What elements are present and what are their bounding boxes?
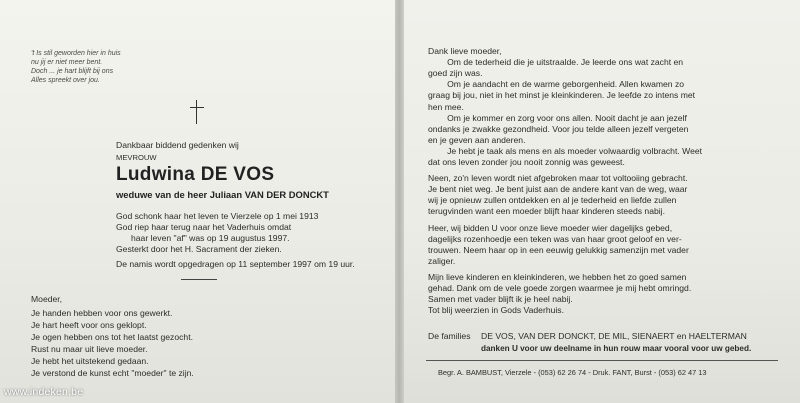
tribute-line: en je geven aan anderen. <box>428 134 526 145</box>
poem-line: Rust nu maar uit lieve moeder. <box>31 344 148 354</box>
divider <box>181 279 217 280</box>
watermark: www.indeken.be <box>4 386 84 398</box>
families-label: De families <box>428 331 471 341</box>
cross-icon <box>190 100 204 124</box>
left-page <box>0 0 395 403</box>
tribute-line: dagelijks rozenhoedje een teken was van haar groot geloof en ver- <box>428 233 682 244</box>
tribute-line: terugvinden want een moeder blijft haar kinderen steeds nabij. <box>428 206 665 217</box>
footer-rule <box>426 360 778 361</box>
tribute-line: goed zijn was. <box>428 68 483 79</box>
tribute-line: ondanks je zwakke gezondheid. Voor jou telde alleen jezelf vergeten <box>428 123 689 134</box>
poem-line: Doch ... je hart blijft bij ons <box>31 68 114 75</box>
tribute-line: hen mee. <box>428 101 464 112</box>
tribute-line: Om de tederheid die je uitstraalde. Je leerde ons wat zacht en <box>428 57 684 68</box>
title-line: MEVROUW <box>116 153 157 162</box>
tribute-line: dat ons leven zonder jou nooit zonnig was geweest. <box>428 157 625 167</box>
tribute-line: graag bij jou, niet in het minst je kleinkinderen. Je leefde zo intens met <box>428 90 696 101</box>
tribute-line: zaliger. <box>428 255 456 266</box>
tribute-line: Heer, wij bidden U voor onze lieve moeder wier dagelijks gebed, <box>428 222 673 233</box>
tribute-line: wij je opnieuw zullen ontdekken en al je tederheid en liefde zullen <box>428 195 677 206</box>
card-fold <box>395 0 404 403</box>
tribute-line: Om je aandacht en de warme geborgenheid. Allen kwamen zo <box>428 79 685 90</box>
mass-line: De namis wordt opgedragen op 11 september 1997 om 19 uur. <box>116 259 355 269</box>
poem-line: Je verstond de kunst echt "moeder" te zijn. <box>31 368 194 378</box>
poem-line: nu jij er niet meer bent. <box>31 59 103 66</box>
bio-line: God riep haar terug naar het Vaderhuis omdat <box>116 222 292 232</box>
poem-line: Je ogen hebben ons tot het laatst gezocht. <box>31 332 193 342</box>
tribute-line: Samen met vader blijft ik je heel nabij. <box>428 294 573 305</box>
tribute-line: Om je kommer en zorg voor ons allen. Nooit dacht je aan jezelf <box>428 112 687 123</box>
tribute-line: Tot blij weerzien in Gods Vaderhuis. <box>428 305 564 316</box>
families-names: DE VOS, VAN DER DONCKT, DE MIL, SIENAERT en HAELTERMAN <box>481 331 747 341</box>
tribute-line: Neen, zo'n leven wordt niet afgebroken maar tot voltooiing gebracht. <box>428 173 688 184</box>
poem-line: 't Is stil geworden hier in huis <box>31 50 121 57</box>
tribute-line: Dank lieve moeder, <box>428 46 502 56</box>
families-thanks: danken U voor uw deelname in hun rouw maar vooral voor uw gebed. <box>481 344 752 353</box>
bio-line: haar leven "af" was op 19 augustus 1997. <box>131 233 290 243</box>
tribute-line: Je bent niet weg. Je bent juist aan de andere kant van de weg, waar <box>428 184 688 195</box>
footer-credits: Begr. A. BAMBUST, Vierzele - (053) 62 26 74 - Druk. FANT, Burst - (053) 62 47 13 <box>438 368 707 377</box>
widow-line: weduwe van de heer Juliaan VAN DER DONCKT <box>116 189 329 200</box>
tribute-line: gehad. Dank om de vele goede zorgen waarmee je mij hebt omringd. <box>428 283 692 293</box>
deceased-name: Ludwina DE VOS <box>116 164 275 185</box>
bio-line: Gesterkt door het H. Sacrament der zieken. <box>116 244 282 254</box>
thanks-line: Dankbaar biddend gedenken wij <box>116 140 239 150</box>
tribute-line: Mijn lieve kinderen en kleinkinderen, we hebben het zo goed samen <box>428 271 687 282</box>
right-page <box>404 0 800 403</box>
poem-line: Moeder, <box>31 294 63 304</box>
tribute-line: trouwen. Neem haar op in een eeuwig gelukkig samenzijn met vader <box>428 244 689 255</box>
poem-line: Je hart heeft voor ons geklopt. <box>31 320 147 330</box>
bio-line: God schonk haar het leven te Vierzele op 1 mei 1913 <box>116 211 319 221</box>
poem-line: Je handen hebben voor ons gewerkt. <box>31 308 173 318</box>
tribute-line: Je hebt je taak als mens en als moeder volwaardig volbracht. Weet <box>428 145 703 156</box>
poem-line: Je hebt het uitstekend gedaan. <box>31 356 149 366</box>
poem-line: Alles spreekt over jou. <box>31 77 100 84</box>
